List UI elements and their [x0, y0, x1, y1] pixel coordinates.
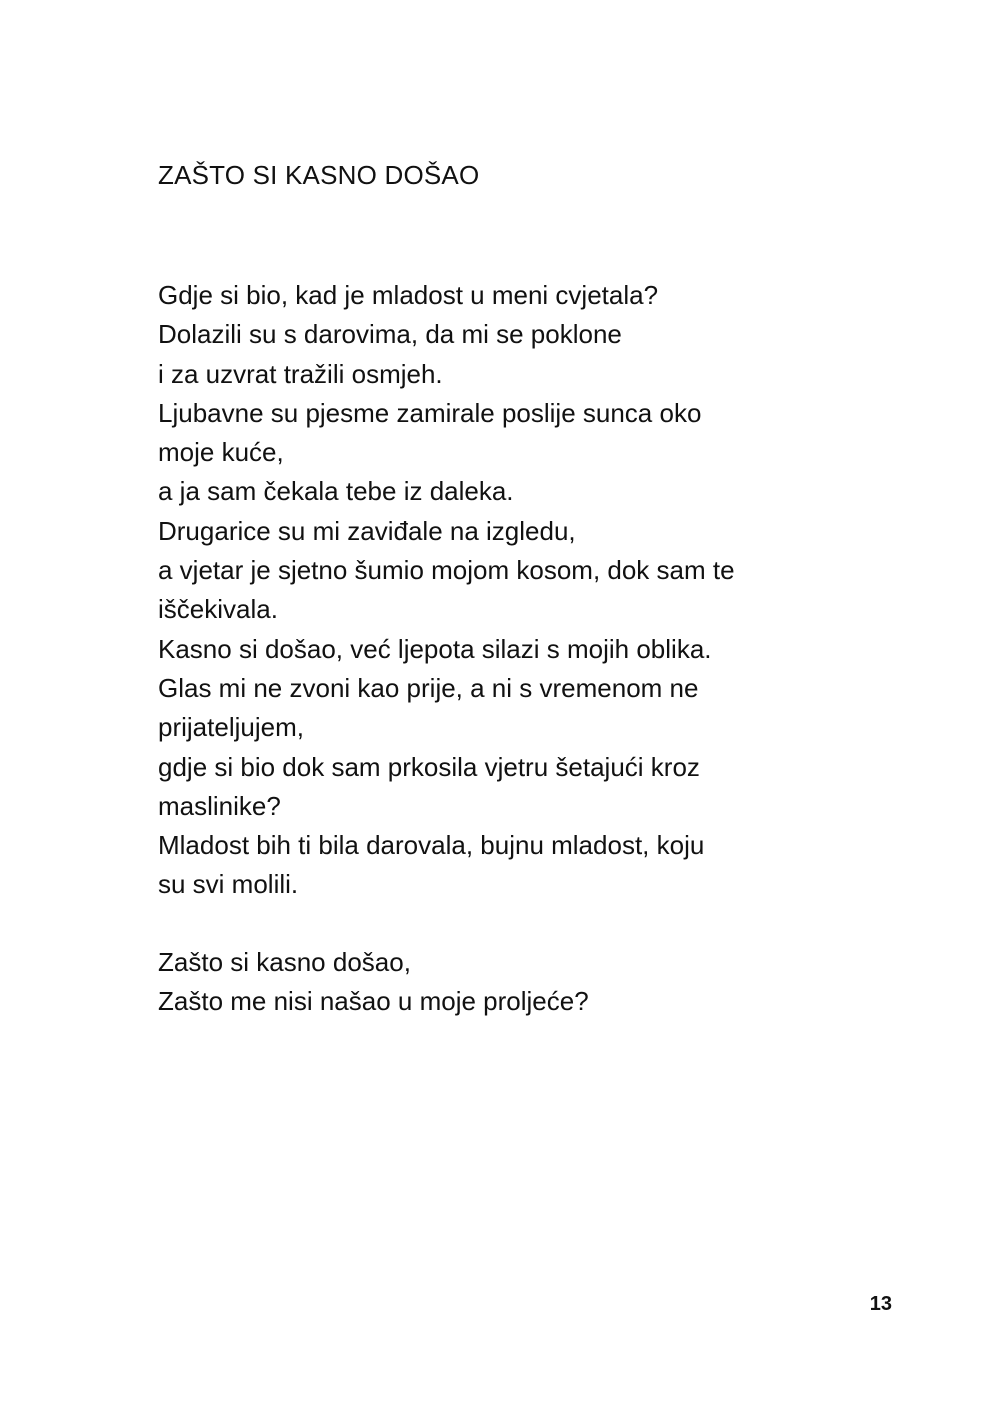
poem-line: Gdje si bio, kad je mladost u meni cvjetala? [158, 280, 659, 310]
poem-line: Glas mi ne zvoni kao prije, a ni s vremenom ne [158, 672, 699, 703]
poem-title: ZAŠTO SI KASNO DOŠAO [158, 160, 480, 190]
poem-line: moje kuće, [158, 437, 284, 468]
poem-line: Ljubavne su pjesme zamirale poslije sunca oko [158, 397, 702, 428]
poem-line: i za uzvrat tražili osmjeh. [158, 358, 443, 389]
poem-stanza-2 [158, 943, 589, 1022]
poem-line: Kasno si došao, već ljepota silazi s mojih oblika. [158, 633, 712, 664]
poem-line: Drugarice su mi zaviđale na izgledu, [158, 515, 576, 546]
poem-line: a vjetar je sjetno šumio mojom kosom, dok sam te [158, 555, 735, 586]
poem-line: Mladost bih ti bila darovala, bujnu mladost, koju [158, 830, 705, 861]
poem-stanza-1 [158, 276, 735, 905]
page-number: 13 [869, 1293, 892, 1315]
poem-line: gdje si bio dok sam prkosila vjetru šetajući kroz [158, 751, 700, 782]
poem-line: su svi molili. [158, 869, 299, 900]
poem-line: maslinike? [158, 790, 281, 821]
poem-line: Zašto si kasno došao, [158, 947, 411, 977]
poem-line: Zašto me nisi našao u moje proljeće? [158, 986, 589, 1017]
poem-line: iščekivala. [158, 594, 278, 625]
poem-line: a ja sam čekala tebe iz daleka. [158, 476, 514, 507]
poem-line: Dolazili su s darovima, da mi se poklone [158, 319, 622, 350]
poem-line: prijateljujem, [158, 712, 304, 743]
